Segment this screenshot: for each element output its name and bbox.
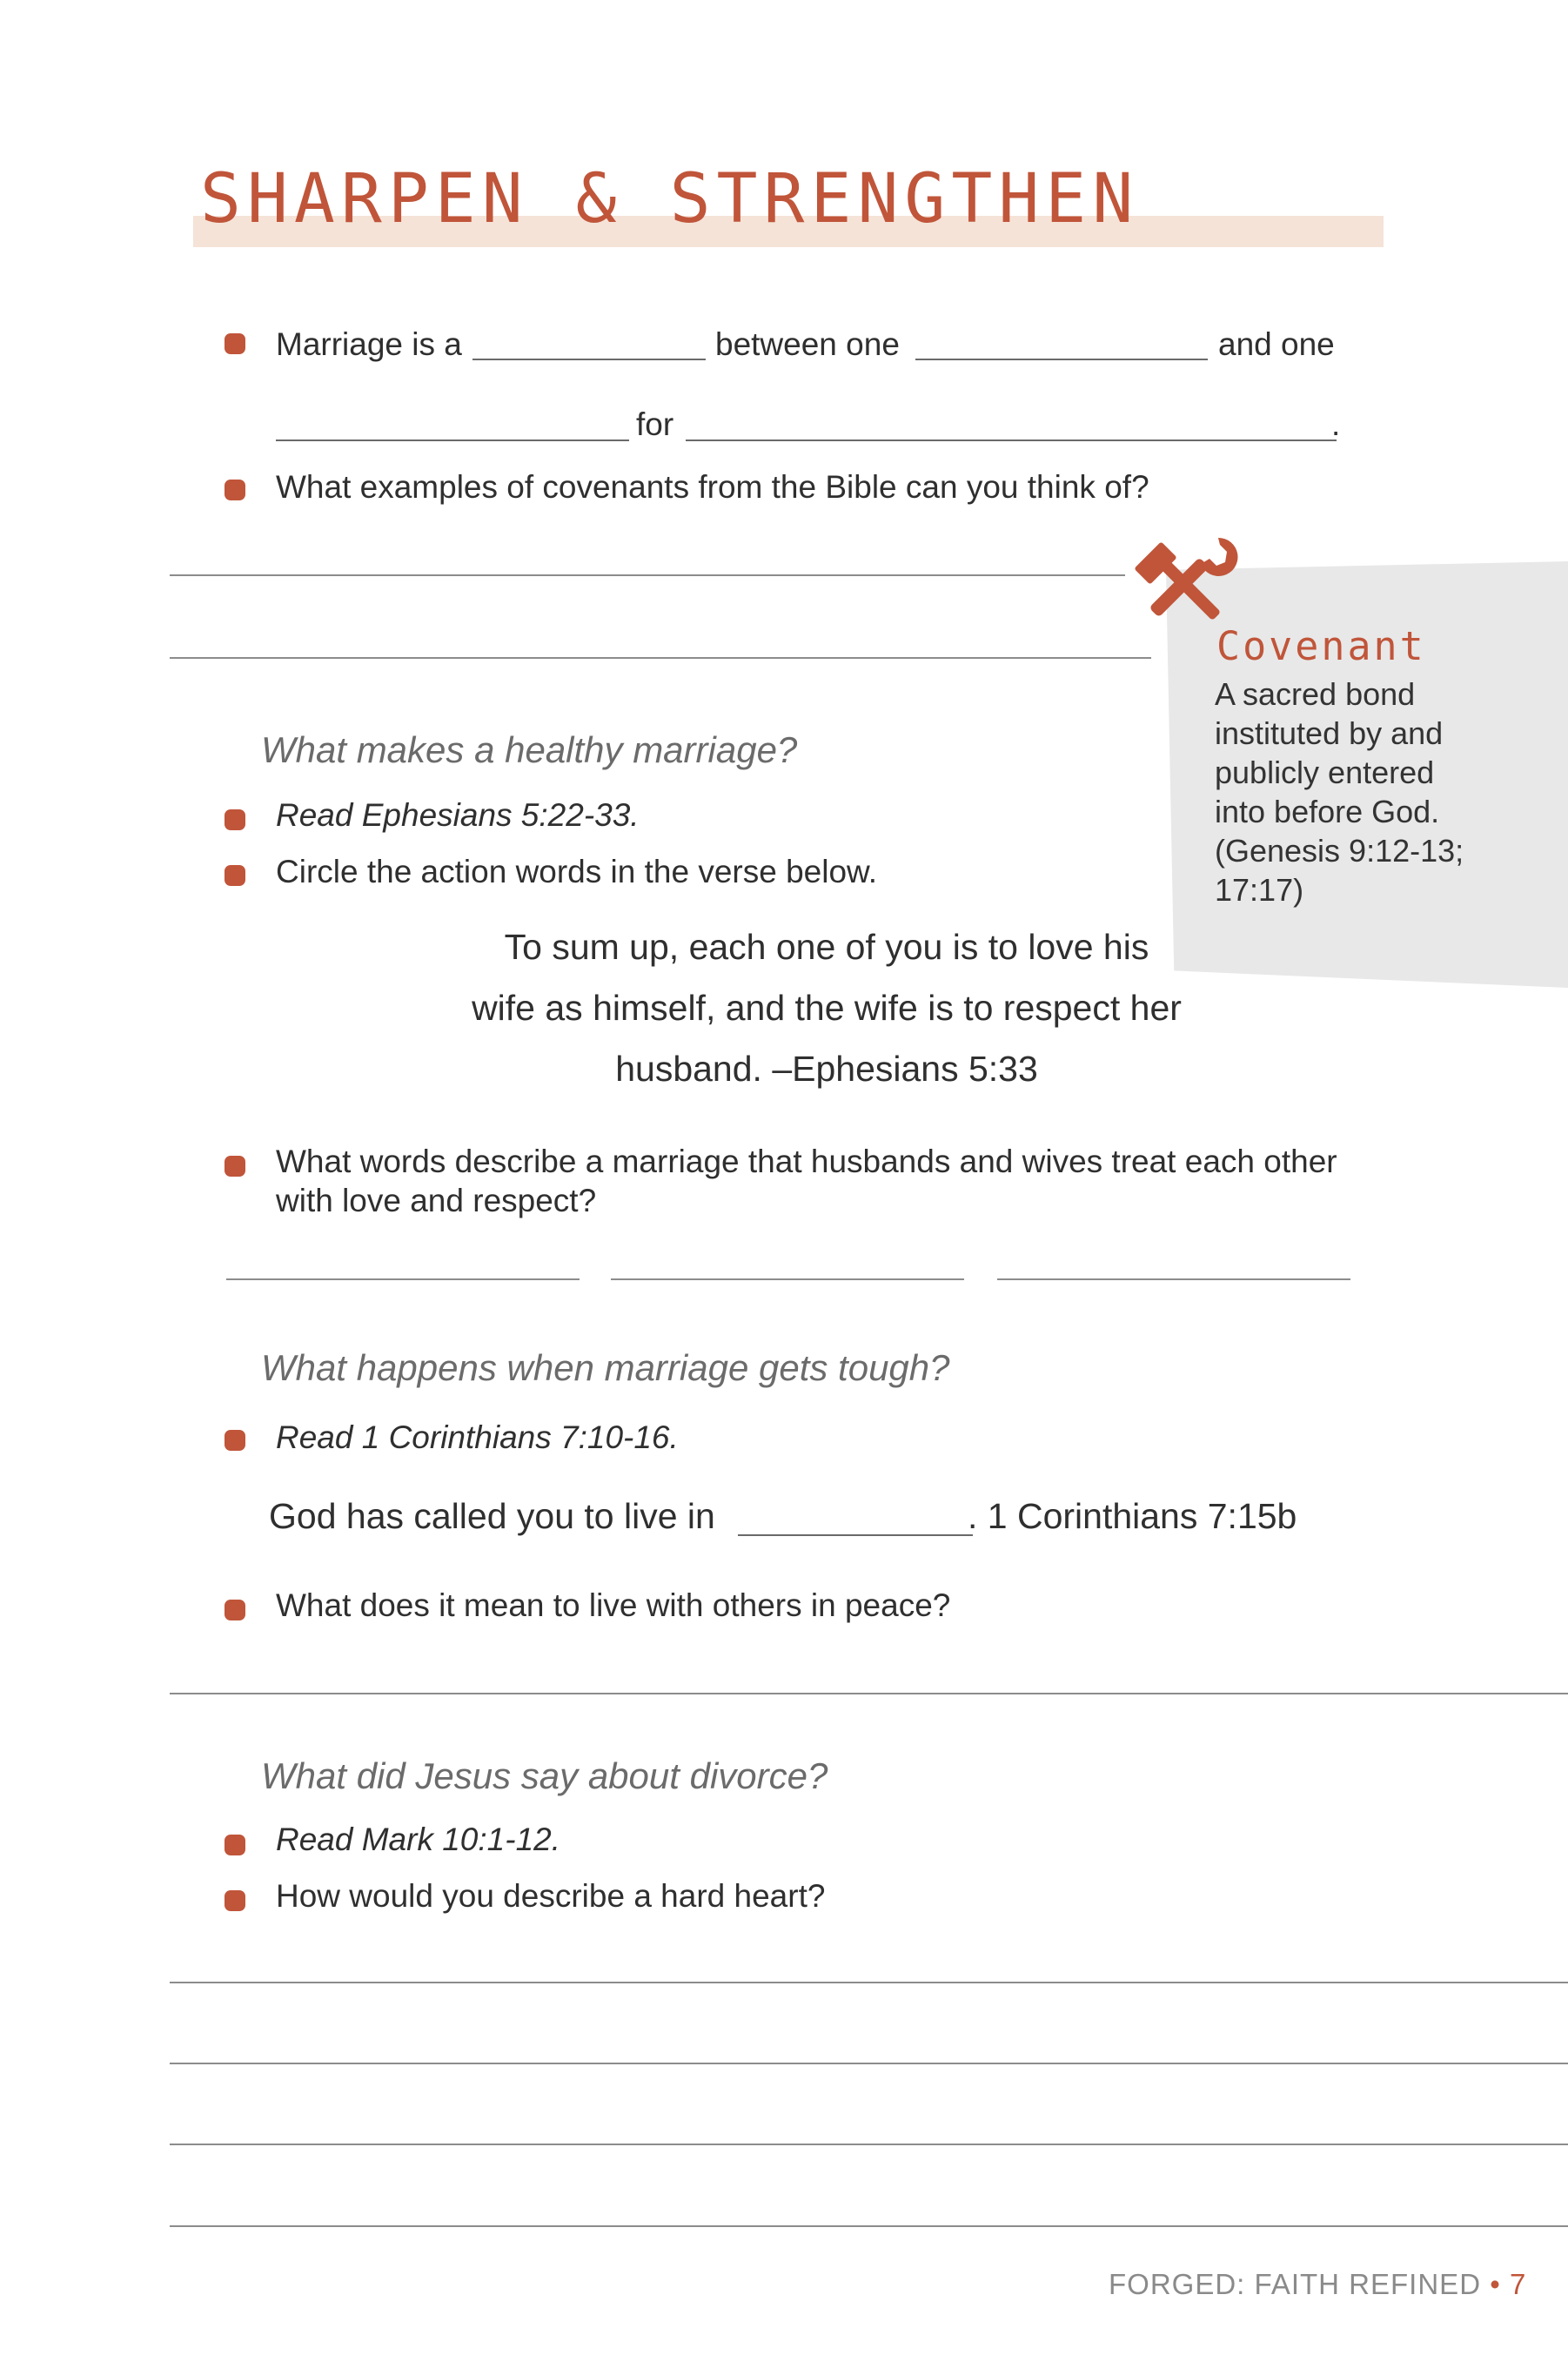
answer-line[interactable] [170,2063,1568,2064]
fill-in-text-a: God has called you to live in [269,1496,715,1536]
section-heading: What happens when marriage gets tough? [261,1347,950,1388]
bullet-marker [224,809,245,830]
answer-line[interactable] [170,1982,1568,1983]
definition-line: (Genesis 9:12-13; [1215,833,1464,869]
instruction-text: Circle the action words in the verse below. [276,854,878,889]
fill-in-blank[interactable] [738,1534,973,1536]
definition-line: instituted by and [1215,715,1444,751]
definition-line: publicly entered [1215,755,1435,790]
definition-line: 17:17) [1215,872,1304,908]
page-title: SHARPEN & STRENGTHEN [200,160,1140,238]
q1-text-part5: . [1331,406,1341,442]
hammer-wrench-icon [1131,531,1244,634]
q1-text-part3: and one [1218,326,1335,362]
q2-text: What examples of covenants from the Bible can you think of? [276,469,1149,505]
q1-blank-2[interactable] [915,359,1208,360]
fill-in-text-b: . 1 Corinthians 7:15b [968,1496,1297,1536]
q1-text-part2: between one [715,326,900,362]
q1-blank-1[interactable] [472,359,706,360]
bullet-marker [224,333,245,354]
verse-line: To sum up, each one of you is to love his [504,927,1149,967]
bullet-marker [224,1835,245,1855]
footer-separator: • [1490,2268,1501,2300]
sidebar-term: Covenant [1216,623,1426,669]
q1-blank-4[interactable] [686,439,1337,441]
answer-line[interactable] [997,1278,1350,1280]
answer-line[interactable] [170,1693,1568,1694]
bullet-marker [224,1890,245,1911]
answer-line[interactable] [226,1278,580,1280]
bullet-marker [224,1430,245,1451]
answer-line[interactable] [170,657,1151,659]
section-heading: What makes a healthy marriage? [261,729,798,770]
scripture-quote [348,916,1305,1099]
verse-line: husband. –Ephesians 5:33 [615,1049,1038,1089]
answer-line[interactable] [170,574,1125,576]
footer-book-title: FORGED: FAITH REFINED [1109,2268,1482,2300]
reading-instruction: Read 1 Corinthians 7:10-16. [276,1419,679,1455]
section-heading: What did Jesus say about divorce? [261,1755,828,1796]
bullet-marker [224,1600,245,1620]
q1-text-part1: Marriage is a [276,326,462,362]
sidebar-definition [1215,674,1493,909]
q1-blank-3[interactable] [276,439,629,441]
reading-instruction: Read Ephesians 5:22-33. [276,797,640,833]
definition-line: A sacred bond [1215,676,1416,712]
reading-instruction: Read Mark 10:1-12. [276,1822,561,1857]
answer-line[interactable] [170,2144,1568,2145]
bullet-marker [224,480,245,500]
question-text-cont: with love and respect? [276,1183,597,1218]
q1-text-part4: for [636,406,674,442]
page-footer [1109,2268,1526,2301]
bullet-marker [224,1156,245,1177]
question-text: What does it mean to live with others in peace? [276,1587,951,1623]
question-text: What words describe a marriage that husbands and wives treat each other [276,1144,1337,1179]
page-number: 7 [1509,2268,1527,2300]
verse-line: wife as himself, and the wife is to respect her [472,988,1182,1028]
bullet-marker [224,865,245,886]
question-text: How would you describe a hard heart? [276,1878,826,1914]
answer-line[interactable] [170,2225,1568,2227]
definition-line: into before God. [1215,794,1440,829]
answer-line[interactable] [611,1278,964,1280]
